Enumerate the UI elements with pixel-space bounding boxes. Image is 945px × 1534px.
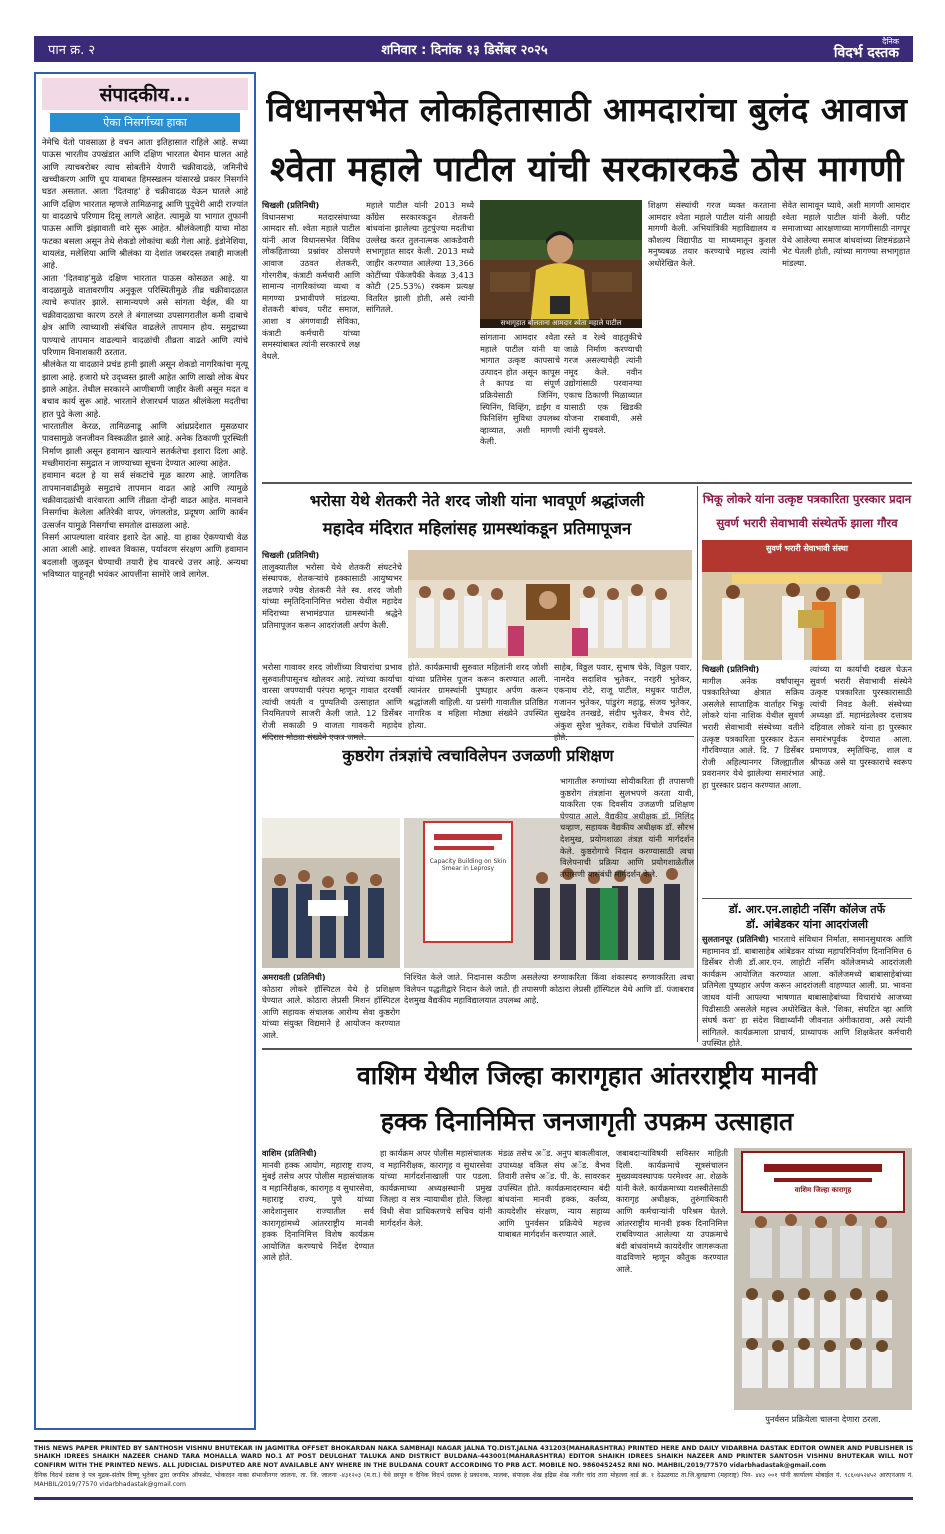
editorial-paragraph: श्रीलंकेत या वादळाने प्रचंड हानी झाली असून शेकडो नागरिकांचा मृत्यू झाला आहे. हजारो घरे उद्ध्वस्त झाली आहेत आणि लाखो लोक बेघर झाले आहेत. तेथील सरकारने आणीबाणी जाहीर केली असून मदत व बचाव कार्य सुरू आहे. भारताने शेजारधर्म पाळत श्रीलंकेला मदतीचा हात पुढे केला आहे. [42, 359, 248, 419]
story2-headline-line2: महादेव मंदिरात महिलांसह ग्रामस्थांकडून प्रतिमापूजन [322, 519, 632, 538]
story2-bottom-col2: होते. कार्यक्रमाची सुरुवात महिलांनी शरद जोशी यांच्या प्रतिमेस पूजन करून करण्यात आली. त्यानंतर ग्रामस्थांनी पुष्पहार अर्पण करून श्रद्धांजली वाहिली. या प्रसंगी गावातील प्रतिष्ठित नागरिक व महिला मोठ्या संख्येने उपस्थित होत्या. [408, 662, 548, 730]
story2-top-body: तालुक्यातील भरोसा येथे शेतकरी संघटनेचे संस्थापक, शेतकऱ्यांचे हक्कासाठी आयुष्यभर लढणारे ज्येष्ठ शेतकरी नेते स्व. शरद जोशी यांच्या स्मृतिदिनानिमित्त भरोसा येथील महादेव मंदिराच्या सभामंडपात ग्रामस्थांनी श्रद्धेने प्रतिमापूजन करून आदरांजली अर्पण केली. [262, 561, 402, 630]
brand-small: दैनिक [882, 37, 899, 46]
story6-col3: मंडळ तसेच अॅड. अनुप बाकलीवाल, उपाध्यक्ष वकिल संघ अॅड. वैभव तिवारी तसेच अॅड. पी. के. सावरकर उपस्थित होते. कार्यक्रमादरम्यान बंदी बांधवांना मानवी हक्क, कर्तव्य, कायदेशीर संरक्षण, न्याय सहाय्य आणि पुनर्वसन प्रक्रियेचे महत्त्व याबाबत मार्गदर्शन करण्यात आले. [498, 1148, 610, 1240]
rule-horizontal [262, 1048, 912, 1050]
editorial-paragraph: नेमेचि येतो पावसाळा हे वचन आता इतिहासात राहिले आहे. सध्या पाऊस भारतीय उपखंडात आणि दक्षिण भारतात थैमान घालत आहे आणि त्याचबरोबर त्याच सोबतीने येणारी चक्रीवादळे, जमिनीचे खच्चीकरण आणि धूप याबाबत हिमस्खलन यांसारखे प्रकार निसर्गाने घडत असतात. आता 'दितवाह' हे चक्रीवादळ येऊन घातले आहे आणि दक्षिण भारतात म्हणजे तामिळनाडू आणि पुदुचेरी आदी राज्यांत या वादळाचे परिणाम दिसू लागले आहेत. त्यामुळे या भागात तुफानी पाऊस आणि झंझावाती वारे सुरू आहेत. श्रीलंकेलाही याचा मोठा फटका बसला असून तेथे शेकडो लोकांचा बळी गेला आहे. इंडोनेशिया, थायलंड, मलेशिया आणि श्रीलंका या देशांत जबरदस्त तबाही माजली आहे. [42, 137, 248, 271]
assembly-photo [480, 200, 642, 328]
story6-photo [734, 1148, 912, 1410]
award-photo [702, 540, 912, 660]
lead-byline: चिखली (प्रतिनिधी) [262, 200, 320, 210]
rule-horizontal [262, 482, 912, 484]
editorial-title: संपादकीय... [42, 78, 248, 110]
story4-headline: कुष्ठरोग तंत्रज्ञांचे त्वचाविलेपन उजळणी प्रशिक्षण [342, 746, 614, 765]
editorial-column [34, 72, 256, 1430]
lead-under-left: सांगताना आमदार श्वेता महाले पाटील यांनी या भागात उत्कृष्ट कापसाचे उत्पादन होत असून कापूस ते कापड या संपूर्ण प्रक्रियेसाठी जिनिंग, स्पिनिंग, विव्हिंग, डाईंग व फिनिशिंग सुविधा उपलब्ध व्हाव्यात, अशी मागणी केली. [480, 332, 560, 447]
editorial-paragraph: हवामान बदल हे या सर्व संकटांचे मूळ कारण आहे. जागतिक तापमानवाढीमुळे समुद्राचे तापमान वाढत आहे आणि त्यामुळे चक्रीवादळांची वारंवारता आणि तीव्रता दोन्ही वाढत आहेत. मानवाने निसर्गाचा केलेला अतिरेकी वापर, जंगलतोड, प्रदूषण आणि कार्बन उत्सर्जन यामुळे निसर्गाचा समतोल ढासळला आहे. [42, 470, 248, 530]
page-header [34, 36, 913, 62]
lead-photo [480, 200, 642, 328]
story3-body1: मागील अनेक वर्षांपासून पत्रकारितेच्या क्षेत्रात सक्रिय असलेले साप्ताहिक वार्ताहर भिकू लोकरे यांना नाशिक येथील सुवर्ण भरारी सेवाभावी संस्थेच्या वतीने उत्कृष्ट पत्रकारिता पुरस्कार देऊन गौरविण्यात आले. दि. 7 डिसेंबर रोजी अहिल्यानगर जिल्ह्यातील प्रवरानगर येथे झालेल्या समारंभात हा पुरस्कार प्रदान करण्यात आला. [702, 675, 804, 790]
story5-body: भारताचे संविधान निर्माता, समानसुधारक आणि महामानव डॉ. बाबासाहेब आंबेडकर यांच्या महापरिनिर्वाण दिनानिमित्त 6 डिसेंबर रोजी डॉ.आर.एन. लाहोटी नर्सिंग कॉलेजमध्ये आदरांजली कार्यक्रम आयोजित करण्यात आला. कॉलेजमध्ये बाबासाहेबांच्या प्रतिमेला पुष्पहार अर्पण करून आदरांजली वाहण्यात आली. प्रा. भावना जाधव यांनी आपल्या भाषणात बाबासाहेबांच्या विचारांचे आजच्या पिढीसाठी असलेले महत्त्व अधोरेखित केले. 'शिका, संघटित व्हा आणि संघर्ष करा' हा संदेश विद्यार्थ्यांनी जीवनात अंगीकारावा, असे त्यांनी सांगितले. कार्यक्रमाला प्राचार्य, प्राध्यापक आणि शिक्षकेतर कर्मचारी उपस्थित होते. [702, 934, 912, 1049]
story6-byline: वाशिम (प्रतिनिधी) [262, 1148, 317, 1158]
rule-horizontal [702, 898, 912, 899]
story6-col2: हा कार्यक्रम अपर पोलीस महासंचालक व महानिरीक्षक, कारागृह व सुधारसेवा यांच्या मार्गदर्शनाखाली पार पडला. कार्यक्रमाच्या अध्यक्षस्थानी प्रमुख जिल्हा व सत्र न्यायाधीश होते. जिल्हा विधी सेवा प्राधिकरणचे सचिव यांनी मार्गदर्शन केले. [380, 1148, 492, 1228]
story4-byline: अमरावती (प्रतिनिधी) [262, 972, 326, 982]
story6-headline-line1: वाशिम येथील जिल्हा कारागृहात आंतरराष्ट्रीय मानवी [356, 1061, 818, 1090]
rule-vertical [697, 486, 698, 1042]
brand-name: विदर्भ दस्तक [833, 45, 899, 61]
story3-byline: चिखली (प्रतिनिधी) [702, 664, 760, 674]
lead-headline-line1: विधानसभेत लोकहितासाठी आमदारांचा बुलंद आवाज [266, 90, 908, 129]
story6-photo-caption: पुनर्वसन प्रक्रियेला चालना देणारा ठरला. [765, 1414, 881, 1424]
issue-date: शनिवार : दिनांक १३ डिसेंबर २०२५ [381, 43, 548, 58]
training-photo-left [262, 818, 400, 968]
story6-col4: जबाबदाऱ्यांविषयी सविस्तर माहिती दिली. कार्यक्रमाचे सूत्रसंचालन मुख्यव्यवस्थापक परमेश्वर आ. शेळके यांनी केले. कार्यक्रमाच्या यशस्वीतेसाठी कारागृह अधीक्षक, तुरुंगाधिकारी आणि कर्मचाऱ्यांनी परिश्रम घेतले. आंतरराष्ट्रीय मानवी हक्क दिनानिमित्त राबविण्यात आलेल्या या उपक्रमाचे बंदी बांधवांमध्ये कायदेशीर जागरूकता वाढविणारे म्हणून कौतुक करण्यात आले. [616, 1148, 728, 1274]
editorial-body [36, 136, 254, 580]
story4-col3: निश्चित केले जाते. निदानास कठीण असलेल्या रुग्णाकरिता किंवा शंकास्पद रुग्णाकरिता त्वचा विलेपन पद्धतीद्वारे निदान केले जाते. ही तपासणी कोठारा लेप्रसी हॉस्पिटल येथे आणि डॉ. पंजाबराव देशमुख वैद्यकीय महाविद्यालयात उपलब्ध आहे. [404, 972, 694, 1006]
lead-photo-caption: सभागृहात बोलताना आमदार श्वेता महाले पाटील [480, 319, 642, 328]
lead-col1 [262, 200, 360, 475]
story6-headline-line2: हक्क दिनानिमित्त जनजागृती उपक्रम उत्साहात [380, 1107, 794, 1136]
footer-bar [34, 1497, 913, 1500]
story5-headline-line2: डॉ. आंबेडकर यांना आदरांजली [746, 918, 868, 931]
editorial-paragraph: निसर्ग आपल्याला वारंवार इशारे देत आहे. या हाका ऐकण्याची वेळ आता आली आहे. शाश्वत विकास, पर्यावरण संरक्षण आणि हवामान बदलाशी जुळवून घेण्याची तयारी हेच यावरचे उत्तर आहे. अन्यथा भविष्यात याहूनही भयंकर आपत्तींना सामोरे जावे लागेल. [42, 532, 248, 580]
lead-col3: शिक्षण संस्थांची गरज व्यक्त करताना आमदार श्वेता महाले पाटील यांनी आग्रही मागणी केली. अभियांत्रिकी महाविद्यालय व कौशल्य विद्यापीठ या माध्यमातून कुशल मनुष्यबळ तयार करण्याचे महत्त्व त्यांनी अधोरेखित केले. [648, 200, 776, 268]
story6-photo-banner: वाशिम जिल्हा कारागृह [794, 1186, 852, 1194]
imprint-footer [34, 1440, 913, 1492]
story5-body-wrap [702, 934, 912, 1049]
rule-horizontal [262, 736, 694, 737]
story4-body1: कोठारा लोकरे हॉस्पिटल येथे हे प्रशिक्षण घेण्यात आले. कोठारा लेप्रसी मिशन हॉस्पिटल आणि सहायक संचालक आरोग्य सेवा कुष्ठरोग यांच्या संयुक्त विद्यमाने हे आयोजन करण्यात आले. [262, 983, 400, 1040]
imprint-marathi: दैनिक विदर्भ दस्तक हे पत्र मुद्रक-संतोष विष्णू भुतेकर द्वारा जगमित्र ऑफसेट, भोकरदन नाका संभाजीनगर जालना, ता. जि. जालना -४३१२०३ (म.रा.) येथे छापून व दैनिक विदर्भ दस्तक हे प्रकाशक, मालक, संपादक शेख इद्रिस शेख नजीर चांद तारा मोहल्ला वार्ड क्रं. १ देऊळघाट ता.जि.बुलढाणा (महाराष्ट्र) पिन- ४४३ ००१ यांनी कार्यालय मोबाईल नं. ९८६०४५२४५२ आरएनआय नं. MAHBIL/2019/77570 vidarbhadastak@gmail.com [34, 1472, 913, 1488]
story2-byline: चिखली (प्रतिनिधी) [262, 550, 320, 560]
story4-photo-banner: Capacity Building on Skin Smear in Leprosy [429, 858, 507, 872]
story2-headline-line1: भरोसा येथे शेतकरी नेते शरद जोशी यांना भावपूर्ण श्रद्धांजली [309, 492, 645, 510]
lead-under-right: रस्ते व रेल्वे वाहतुकीचे जाळे निर्माण करण्याची गरज असल्याचेही त्यांनी नमूद केले. नवीन उद्योगांसाठी परवानग्या एकाच ठिकाणी मिळाव्यात यासाठी एक खिडकी योजना राबवावी, असे त्यांनी सुचवले. [564, 332, 642, 435]
lead-col2: महाले पाटील यांनी 2013 मध्ये कॉंग्रेस सरकारकडून शेतकरी बांधवांना झालेल्या तुटपुंज्या मदतीचा उल्लेख करत तुलनात्मक आकडेवारी सभागृहात सादर केली. 2013 मध्ये जाहीर करण्यात आलेल्या 13,366 कोटींच्या पॅकेजपैकी केवळ 3,413 कोटी (25.53%) रक्कम प्रत्यक्ष वितरित झाली होती, असे त्यांनी सांगितले. [366, 200, 474, 315]
lead-col1-text: विधानसभा मतदारसंघाच्या आमदार सौ. श्वेता महाले पाटील यांनी आज विधानसभेत विविध लोकहिताच्या प्रश्नांवर ठोसपणे आवाज उठवत शेतकरी, गोरगरीब, कंत्राटी कर्मचारी आणि सामान्य नागरिकांच्या व्यथा व मागण्या प्रभावीपणे मांडल्या. शेतकरी बांधव, परीट समाज, आशा व अंगणवाडी सेविका, कंत्राटी कर्मचारी यांच्या समस्यांबाबत त्यांनी सरकारचे लक्ष वेधले. [262, 211, 360, 361]
editorial-subtitle: ऐका निसर्गाच्या हाका [50, 113, 240, 132]
story3-col2: त्यांच्या या कार्याची दखल घेऊन सुवर्ण भरारी सेवाभावी संस्थेने उत्कृष्ट पत्रकारिता पुरस्कारासाठी त्यांची निवड केली. संस्थेच्या अध्यक्षा डॉ. महामंडलेश्वर दत्तात्रय दहिवाल लोकरे यांना हा पुरस्कार समारंभपूर्वक देण्यात आला. प्रमाणपत्र, स्मृतिचिन्ह, शाल व श्रीफळ असे या पुरस्काराचे स्वरूप आहे. [810, 664, 912, 779]
story3-col1 [702, 664, 804, 894]
story4-photo-left [262, 818, 400, 968]
tribute-group-photo [408, 550, 692, 658]
story4-col1 [262, 972, 400, 1042]
story3-photo-banner: सुवर्ण भरारी सेवाभावी संस्था [766, 544, 848, 553]
story2-photo [408, 550, 692, 658]
story3-headline-line1: भिकू लोकरे यांना उत्कृष्ट पत्रकारिता पुरस्कार प्रदान [702, 492, 912, 506]
editorial-paragraph: भारतातील केरळ, तामिळनाडू आणि आंध्रप्रदेशात मुसळधार पावसामुळे जनजीवन विस्कळीत झाले आहे. अनेक ठिकाणी पूरस्थिती निर्माण झाली असून हवामान खात्याने सतर्कतेचा इशारा दिला आहे. मच्छीमारांना समुद्रात न जाण्याच्या सूचना देण्यात आल्या आहेत. [42, 420, 248, 468]
lead-headline-line2: श्वेता महाले पाटील यांची सरकारकडे ठोस मागणी [270, 150, 904, 190]
story3-photo [702, 540, 912, 660]
editorial-paragraph: आता 'दितवाह'मुळे दक्षिण भारतात पाऊस कोसळत आहे. या वादळामुळे वातावरणीय अनुकूल परिस्थितीमुळे तीव्र चक्रीवादळात त्याचे रूपांतर झाले. सामान्यपणे असे सांगता येईल, की या चक्रीवादळाचा कारण ठरले ते बंगालच्या उपसागरातील कमी दाबाचे क्षेत्र आणि त्याच्याशी संबंधित वाढलेले तापमान होय. समुद्राच्या पाण्याचे तापमान वाढल्याने वादळांची तीव्रता वाढते आणि त्यांचे परिणाम विनाशकारी ठरतात. [42, 272, 248, 357]
imprint-english: THIS NEWS PAPER PRINTED BY SANTHOSH VISHNU BHUTEKAR IN JAGMITRA OFFSET BHOKARDAN NAKA SAMBHAJI NAGAR JALNA TQ.DIST.JALNA 431203(MAHARASHTRA) PRINTED HERE AND DAILY VIDARBHA DASTAK EDITOR OWNER AND PUBLISHER IS SHAIKH IDREES SHAIKH NAZEER CHAND TARA MOHALLA WARD NO.1 AT POST DEULGHAT TALUKA AND DISTRICT BULDANA-443001(MAHARASHTRA) EDITOR SHAIKH IDREES SHAIKH NAZEER AND PRINTER SANTOSH VISHNU BHUTEKAR WILL NOT CONFIRM WITH THE PRINTED NEWS. ALL JUDICIAL DISPUTED ARE NOT AVAILABLE ANY WHERE IN THE BULDANA COURT ACCORDING TO PRB ACT. MOBILE NO. 9860452452 RNI NO. MAHBIL/2019/77570 vidarbhadastak@gmail.com [34, 1445, 913, 1469]
story2-bottom-col3: साहेब, विठ्ठल पवार, सुभाष चेके, विठ्ठल पवार, नामदेव सदाशिव भुतेकर, नरहरी भुतेकर, एकनाथ रोटे, राजू पाटील, मधुकर पाटील, गजानन भुतेकर, पांडुरंग महाडू, संजय भुतेकर, सुखदेव तनखडे, संदीप भुतेकर, वैभव रोटे, अंकुश सुरेश भुतेकर, राकेश चिंचोले उपस्थित [554, 662, 692, 730]
story2-top-text [262, 550, 402, 655]
story6-col1-text: मानवी हक्क आयोग, महाराष्ट्र राज्य, मुंबई तसेच अपर पोलीस महासंचालक व महानिरीक्षक, कारागृह व सुधारसेवा, महाराष्ट्र राज्य, पुणे यांच्या आदेशानुसार राज्यातील सर्व कारागृहांमध्ये आंतरराष्ट्रीय मानवी हक्क दिनानिमित्त विशेष कार्यक्रम आयोजित करण्याचे निर्देश देण्यात आले होते. [262, 1159, 374, 1263]
story3-headline-line2: सुवर्ण भरारी सेवाभावी संस्थेतर्फे झाला गौरव [716, 516, 898, 530]
lead-col4: सेवेत सामावून घ्यावे, अशी मागणी आमदार श्वेता महाले पाटील यांनी केली. परीट समाजाच्या आरक्षणाच्या मागणीसाठी नागपूर येथे आलेल्या समाज बांधवांच्या शिष्टमंडळाने भेट घेतली होती, त्यांच्या मागण्या सभागृहात मांडल्या. [782, 200, 910, 268]
story5-byline: सुलतानपूर (प्रतिनिधी) [702, 934, 769, 944]
story4-side: भागातील रुग्णांच्या सोयीकरिता ही तपासणी कुष्ठरोग तंत्रज्ञांना सुलभपणे करता यावी, याकरिता एक दिवसीय उजळणी प्रशिक्षण घेण्यात आले. वैद्यकीय अधीक्षक डॉ. मिलिंद चव्हाण, सहायक वैद्यकीय अधीक्षक डॉ. सौरभ देशमुख, प्रयोगशाळा तंत्रज्ञ यांनी मार्गदर्शन केले. कुष्ठरोगाचे निदान करण्यासाठी त्वचा विलेपनाची प्रक्रिया आणि प्रयोगशाळेतील तपासणी यासंबंधी मार्गदर्शन केले. [560, 776, 694, 879]
story6-col1 [262, 1148, 374, 1430]
story5-headline-line1: डॉ. आर.एन.लाहोटी नर्सिंग कॉलेज तर्फे [728, 903, 886, 916]
masthead-brand [834, 38, 899, 60]
story2-bottom-col1: भरोसा गावावर शरद जोशींच्या विचारांचा प्रभाव सुरुवातीपासूनच खोलवर आहे. त्यांच्या कार्याचा वारसा जपण्याची परंपरा म्हणून गावात दरवर्षी त्यांची जयंती व पुण्यतिथी उत्साहात आणि नियमितपणे साजरी केली जाते. 12 डिसेंबर रोजी सकाळी 9 वाजता गावकरी महादेव [262, 662, 402, 730]
page-number: पान क्र. २ [48, 43, 96, 58]
